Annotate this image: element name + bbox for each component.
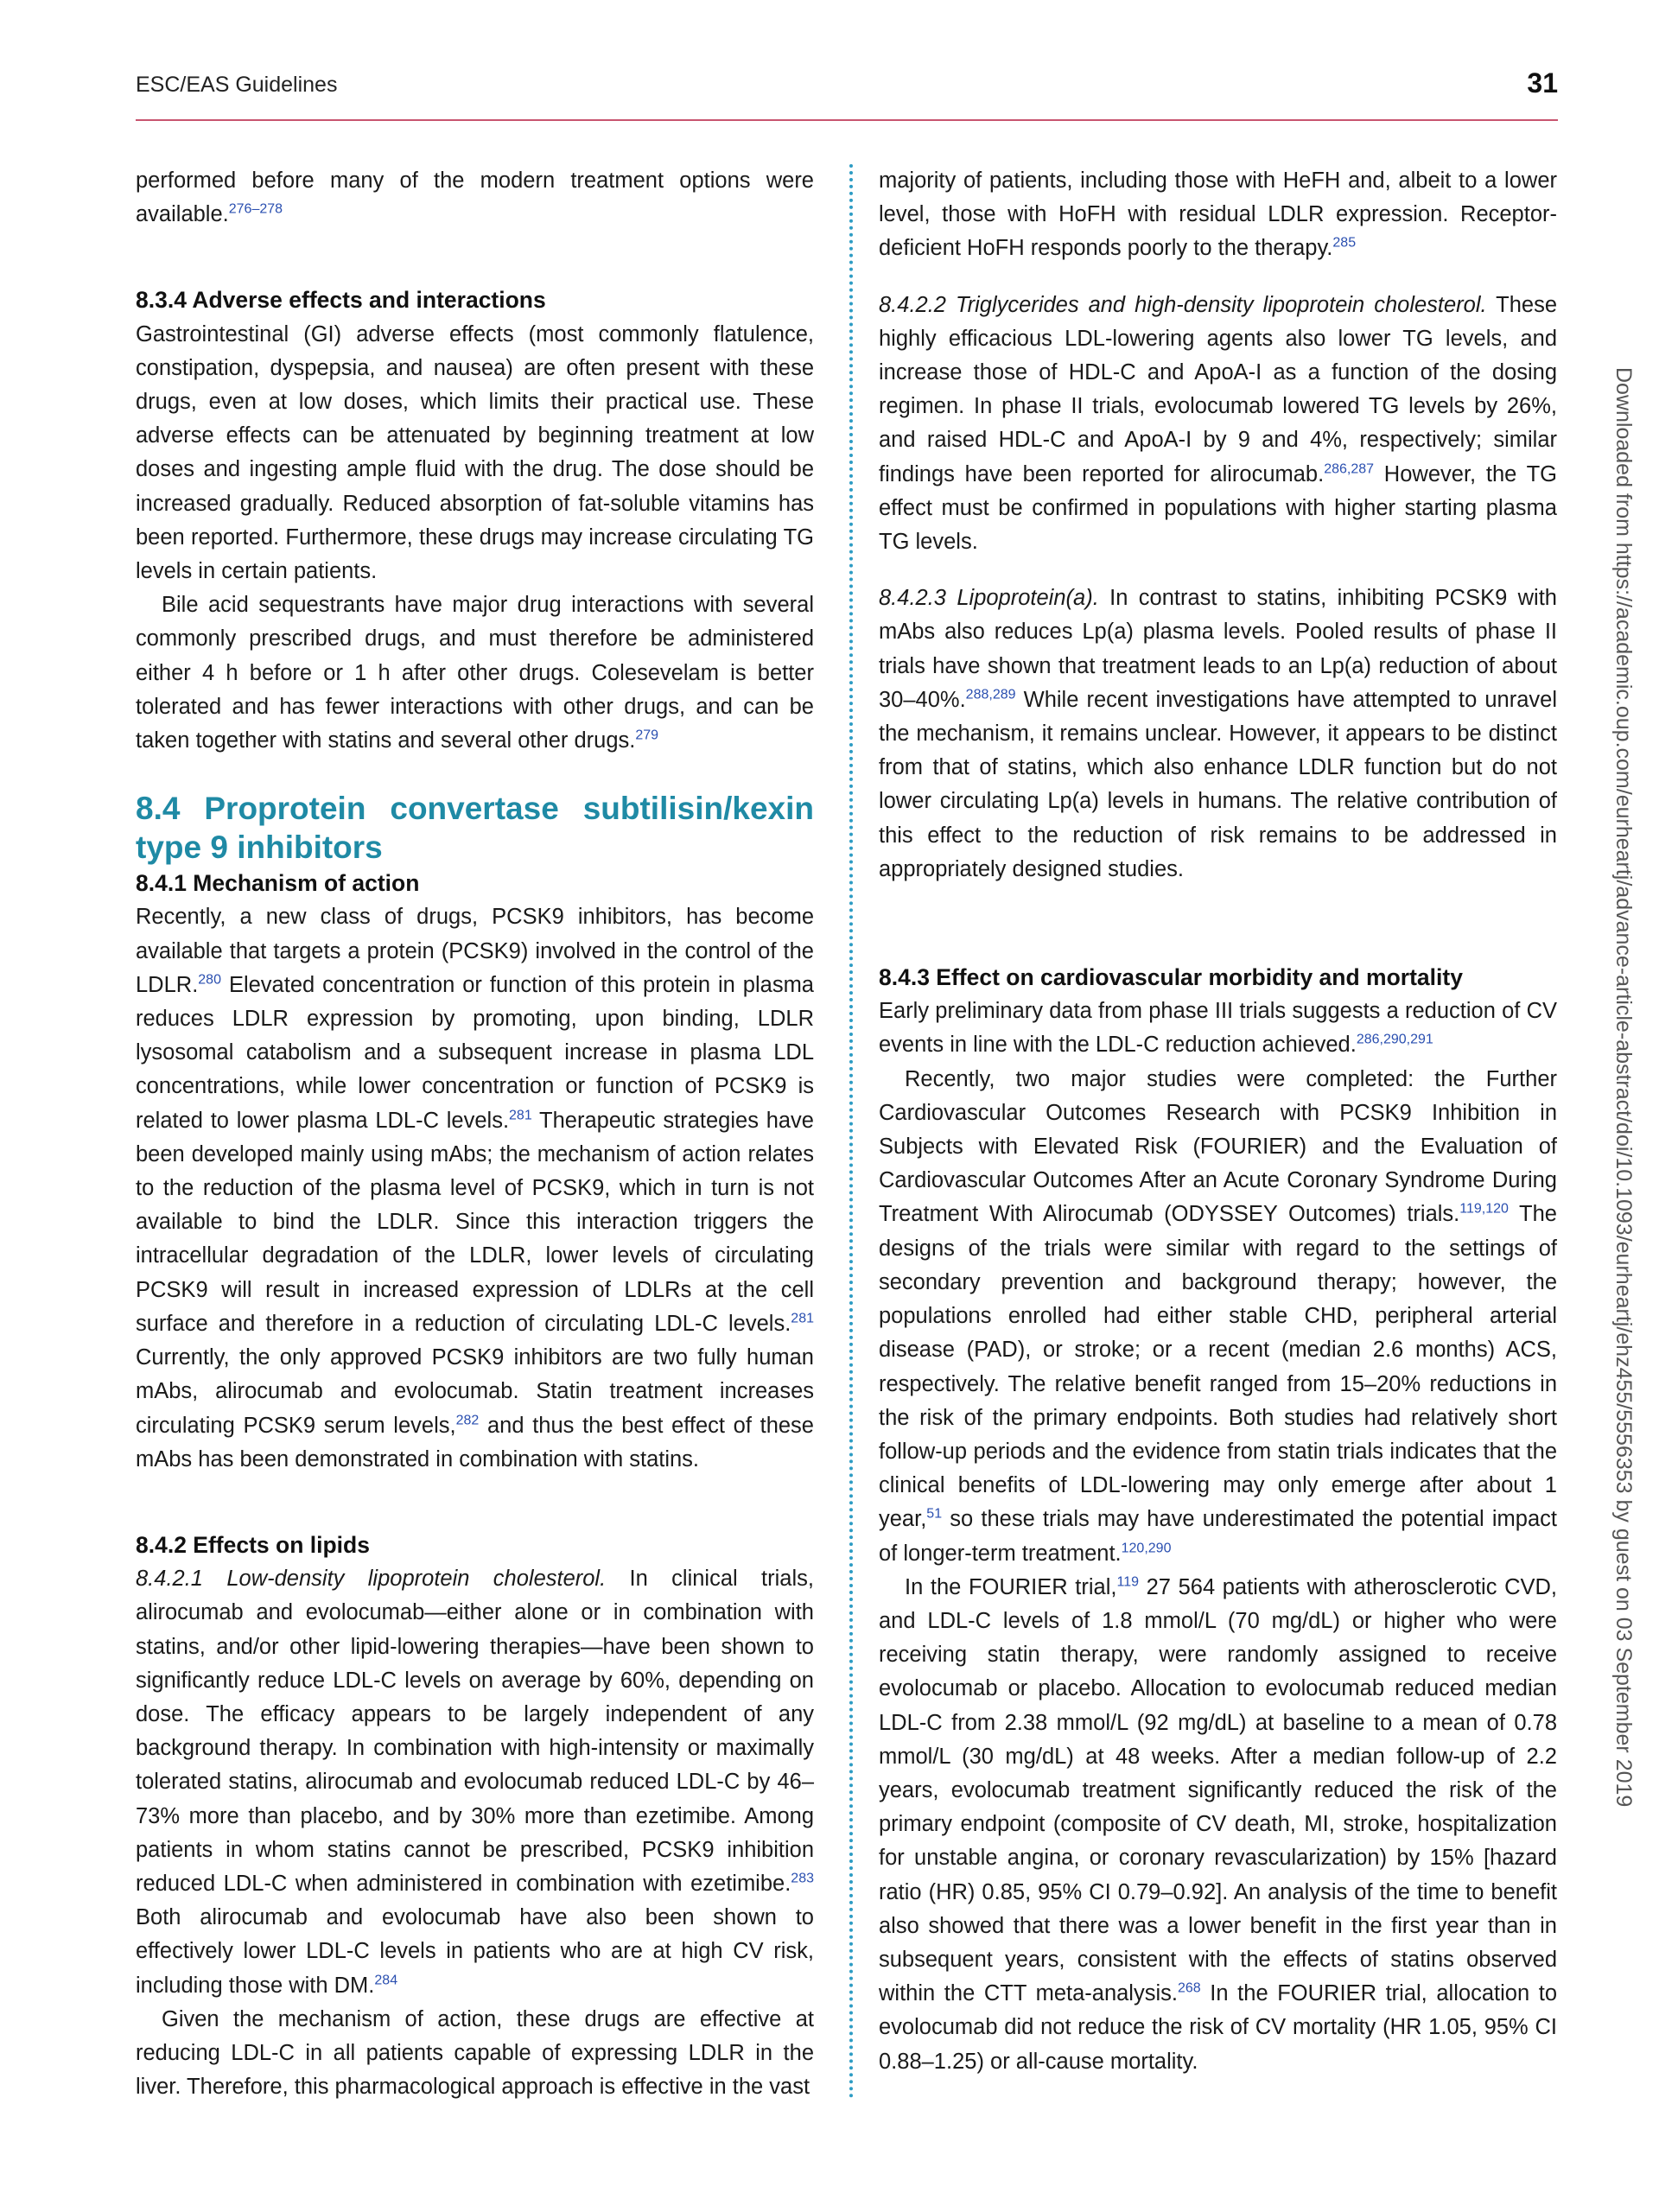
section-heading-8-4: 8.4 Proprotein convertase subtilisin/kexin type 9 inhibitors <box>136 791 814 866</box>
column-divider <box>849 164 853 2100</box>
left-column <box>136 164 814 2104</box>
reference-link[interactable]: 280 <box>198 972 221 988</box>
paragraph: Given the mechanism of action, these drugs are effective at reducing LDL-C in all patients capable of expressing LDLR in the liver. Therefore, this pharmacological approach is effective in the vast <box>136 2006 814 2100</box>
download-note-text: Downloaded from https://academic.oup.com/eurheartj/advance-article-abstract/doi/10.1093/eurheartj/ehz455/5556353 by guest on 03 September 2019 <box>1611 367 1636 1808</box>
journal-title: ESC/EAS Guidelines <box>136 73 338 97</box>
reference-link[interactable]: 285 <box>1332 235 1357 251</box>
section-heading-8-4-1: 8.4.1 Mechanism of action <box>136 870 420 897</box>
paragraph: Recently, two major studies were completed: the Further Cardiovascular Outcomes Research with PCSK9 Inhibition in Subjects with Elevated Risk (FOURIER) and the Evaluation of Cardiovascular Outcomes After an Acute Coronary Syndrome During Treatment With Alirocumab (ODYSSEY Outcomes) trials.$^{119,120}$ The designs of the trials were similar with regard to the settings of secondary prevention and background therapy; however, the populations enrolled had either stable CHD, peripheral arterial disease (PAD), or stroke; or a recent (median 2.6 months) ACS, respectively. The relative benefit ranged from 15–20% reductions in the risk of the primary endpoints. Both studies had relatively short follow-up periods and the evidence from statin trials indicates that the clinical benefits of LDL-lowering may only emerge after about 1 year,$^{51}$ so these trials may have underestimated the potential impact of longer-term treatment.$^{120,290}$ <box>879 1066 1557 1566</box>
paragraph: In the FOURIER trial,$^{119}$ 27 564 patients with atherosclerotic CVD, and LDL-C levels of 1.8 mmol/L (70 mg/dL) or higher who were receiving statin therapy, were randomly assigned to receive evolocumab or placebo. Allocation to evolocumab reduced median LDL-C from 2.38 mmol/L (92 mg/dL) at baseline to a mean of 0.78 mmol/L (30 mg/dL) at 48 weeks. After a median follow-up of 2.2 years, evolocumab treatment significantly reduced the risk of the primary endpoint (composite of CV death, MI, stroke, hospitalization for unstable angina, or coronary revascularization) by 15% [hazard ratio (HR) 0.85, 95% CI 0.79–0.92]. An analysis of the time to benefit also showed that there was a lower benefit in the first year than in subsequent years, consistent with the effects of statins observed within the CTT meta-analysis.$^{268}$ In the FOURIER trial, allocation to evolocumab did not reduce the risk of CV mortality (HR 1.05, 95% CI 0.88–1.25) or all-cause mortality. <box>879 1574 1557 2074</box>
reference-link[interactable]: 281 <box>509 1108 532 1123</box>
section-heading-8-4-3: 8.4.3 Effect on cardiovascular morbidity and mortality <box>879 964 1463 991</box>
reference-link[interactable]: 119 <box>1116 1574 1139 1590</box>
paragraph: Bile acid sequestrants have major drug interactions with several commonly prescribed drugs, and must therefore be administered either 4 h before or 1 h after other drugs. Colesevelam is better tolerated and has fewer interactions with other drugs, and can be taken together with statins and several other drugs.$^{279}$ <box>136 593 814 753</box>
paragraph: majority of patients, including those with HeFH and, albeit to a lower level, those with HoFH with residual LDLR expression. Receptor-deficient HoFH responds poorly to the therapy.$^{285}$ <box>879 168 1557 261</box>
section-heading-8-3-4: 8.3.4 Adverse effects and interactions <box>136 287 546 314</box>
reference-link[interactable]: 286,290,291 <box>1356 1032 1433 1047</box>
reference-link[interactable]: 279 <box>635 728 659 743</box>
reference-link[interactable]: 283 <box>791 1871 814 1886</box>
reference-link[interactable]: 51 <box>926 1506 943 1522</box>
paragraph: 8.4.2.1 Low-density lipoprotein cholesterol. In clinical trials, alirocumab and evolocumab—either alone or in combination with statins, and/or other lipid-lowering therapies—have been shown to significantly reduce LDL-C levels on average by 60%, depending on dose. The efficacy appears to be largely independent of any background therapy. In combination with high-intensity or maximally tolerated statins, alirocumab and evolocumab reduced LDL-C by 46–73% more than placebo, and by 30% more than ezetimibe. Among patients in whom statins cannot be prescribed, PCSK9 inhibition reduced LDL-C when administered in combination with ezetimibe.$^{283}$ Both alirocumab and evolocumab have also been shown to effectively lower LDL-C levels in patients who are at high CV risk, including those with DM.$^{284}$ <box>136 1567 814 1998</box>
reference-link[interactable]: 286,287 <box>1324 461 1375 477</box>
subsection-title: 8.4.2.3 Lipoprotein(a). <box>879 586 1099 611</box>
subsection-title: 8.4.2.1 Low-density lipoprotein cholesterol. <box>136 1567 607 1592</box>
reference-link[interactable]: 284 <box>374 1973 398 1988</box>
subsection-title: 8.4.2.2 Triglycerides and high-density lipoprotein cholesterol. <box>879 292 1487 317</box>
reference-link[interactable]: 268 <box>1177 1980 1201 1996</box>
reference-link[interactable]: 288,289 <box>965 687 1016 702</box>
page-header <box>136 67 1558 121</box>
reference-link[interactable]: 276–278 <box>228 201 283 217</box>
right-column <box>879 164 1557 2079</box>
intro-paragraph: performed before many of the modern treatment options were available.$^{276-278}$ <box>136 168 814 227</box>
paragraph: 8.4.2.3 Lipoprotein(a). In contrast to statins, inhibiting PCSK9 with mAbs also reduces Lp(a) plasma levels. Pooled results of phase II trials have shown that treatment leads to an Lp(a) reduction of about 30–40%.$^{288,289}$ While recent investigations have attempted to unravel the mechanism, it remains unclear. However, it appears to be distinct from that of statins, which also enhance LDLR function but do not lower circulating Lp(a) levels in humans. The relative contribution of this effect to the reduction of risk remains to be addressed in appropriately designed studies. <box>879 586 1557 881</box>
reference-link[interactable]: 120,290 <box>1121 1541 1172 1556</box>
reference-link[interactable]: 119,120 <box>1459 1201 1509 1217</box>
section-heading-8-4-2: 8.4.2 Effects on lipids <box>136 1531 370 1558</box>
paragraph: Early preliminary data from phase III trials suggests a reduction of CV events in line with the LDL-C reduction achieved.$^{286,290,291}$ <box>879 999 1557 1058</box>
paragraph: Gastrointestinal (GI) adverse effects (most commonly flatulence, constipation, dyspepsia, and nausea) are often present with these drugs, even at low doses, which limits their practical use. These adverse effects can be attenuated by beginning treatment at low doses and ingesting ample fluid with the drug. The dose should be increased gradually. Reduced absorption of fat-soluble vitamins has been reported. Furthermore, these drugs may increase circulating TG levels in certain patients. <box>136 321 814 584</box>
paragraph: 8.4.2.2 Triglycerides and high-density lipoprotein cholesterol. These highly efficacious LDL-lowering agents also lower TG levels, and increase those of HDL-C and ApoA-I as a function of the dosing regimen. In phase II trials, evolocumab lowered TG levels by 26%, and raised HDL-C and ApoA-I by 9 and 4%, respectively; similar findings have been reported for alirocumab.$^{286,287}$ However, the TG effect must be confirmed in populations with higher starting plasma TG levels. <box>879 292 1558 555</box>
reference-link[interactable]: 281 <box>791 1311 814 1326</box>
reference-link[interactable]: 282 <box>455 1413 480 1427</box>
page-number: 31 <box>1527 67 1558 99</box>
paragraph: Recently, a new class of drugs, PCSK9 inhibitors, has become available that targets a protein (PCSK9) involved in the control of the LDLR.$^{280}$ Elevated concentration or function of this protein in plasma reduces LDLR expression by promoting, upon binding, LDLR lysosomal catabolism and a subsequent increase in plasma LDL concentrations, while lower concentration or function of PCSK9 is related to lower plasma LDL-C levels.$^{281}$ Therapeutic strategies have been developed mainly using mAbs; the mechanism of action relates to the reduction of the plasma level of PCSK9, which in turn is not available to bind the LDLR. Since this interaction triggers the intracellular degradation of the LDLR, lower levels of circulating PCSK9 will result in increased expression of LDLRs at the cell surface and therefore in a reduction of circulating LDL-C levels.$^{281}$ Currently, the only approved PCSK9 inhibitors are two fully human mAbs, alirocumab and evolocumab. Statin treatment increases circulating PCSK9 serum levels,$^{282}$ and thus the best effect of these mAbs has been demonstrated in combination with statins. <box>136 905 814 1471</box>
download-watermark <box>1610 367 1641 1888</box>
